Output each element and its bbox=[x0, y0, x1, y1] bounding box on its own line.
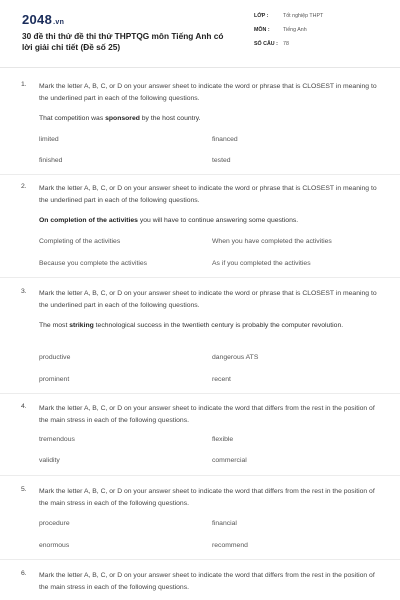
question-number: 5. bbox=[21, 486, 27, 493]
question-sentence bbox=[39, 320, 381, 332]
option-c[interactable]: finished bbox=[39, 157, 63, 164]
option-d[interactable]: commercial bbox=[212, 457, 247, 464]
option-c[interactable]: Because you complete the activities bbox=[39, 260, 148, 267]
meta-value: 78 bbox=[283, 41, 289, 47]
header-divider bbox=[0, 67, 400, 68]
logo-text: 2048 bbox=[22, 12, 53, 27]
option-c[interactable]: validity bbox=[39, 457, 60, 464]
page-header bbox=[0, 0, 400, 66]
question-number: 2. bbox=[21, 183, 27, 190]
meta-value: Tiếng Anh bbox=[283, 27, 307, 33]
question-separator bbox=[0, 174, 400, 175]
meta-key: MÔN : bbox=[254, 27, 270, 33]
option-b[interactable]: When you have completed the activities bbox=[212, 238, 332, 245]
question-separator bbox=[0, 277, 400, 278]
question-separator bbox=[0, 393, 400, 394]
question-instruction: Mark the letter A, B, C, or D on your answer sheet to indicate the word that differs from the rest in the position of the main stress in each of the following questions. bbox=[39, 572, 375, 591]
site-logo[interactable] bbox=[22, 12, 64, 27]
option-c[interactable]: enormous bbox=[39, 542, 70, 549]
meta-row-count bbox=[254, 41, 394, 55]
option-a[interactable]: Completing of the activities bbox=[39, 238, 121, 245]
option-a[interactable]: productive bbox=[39, 354, 71, 361]
sentence-part: technological success in the twentieth century is probably the computer revolution. bbox=[93, 322, 344, 329]
question-instruction: Mark the letter A, B, C, or D on your answer sheet to indicate the word that differs from the rest in the position of the main stress in each of the following questions. bbox=[39, 488, 375, 507]
sentence-highlight: On completion of the activities bbox=[39, 217, 138, 224]
question-number: 1. bbox=[21, 81, 27, 88]
option-a[interactable]: procedure bbox=[39, 520, 70, 527]
option-d[interactable]: recommend bbox=[212, 542, 248, 549]
question-number: 6. bbox=[21, 570, 27, 577]
option-a[interactable]: tremendous bbox=[39, 436, 75, 443]
sentence-highlight: sponsored bbox=[105, 115, 140, 122]
option-b[interactable]: dangerous ATS bbox=[212, 354, 259, 361]
question-number: 3. bbox=[21, 288, 27, 295]
meta-row-subject bbox=[254, 27, 394, 41]
meta-row-class bbox=[254, 13, 394, 27]
option-b[interactable]: financial bbox=[212, 520, 237, 527]
question-separator bbox=[0, 475, 400, 476]
document-meta bbox=[254, 13, 394, 55]
sentence-part: That competition was bbox=[39, 115, 106, 122]
meta-key: SỐ CÂU : bbox=[254, 41, 278, 47]
sentence-part: you will have to continue answering some questions. bbox=[137, 217, 299, 224]
sentence-part: The most bbox=[39, 322, 70, 329]
question-sentence bbox=[39, 113, 381, 125]
option-d[interactable]: As if you completed the activities bbox=[212, 260, 311, 267]
question-instruction: Mark the letter A, B, C, or D on your answer sheet to indicate the word that differs from the rest in the position of the main stress in each of the following questions. bbox=[39, 405, 375, 424]
question-separator bbox=[0, 559, 400, 560]
option-a[interactable]: limited bbox=[39, 136, 59, 143]
question-instruction: Mark the letter A, B, C, or D on your answer sheet to indicate the word or phrase that is CLOSEST in meaning to the underlined part in each of the following questions. bbox=[39, 83, 377, 102]
option-d[interactable]: recent bbox=[212, 376, 231, 383]
sentence-highlight: striking bbox=[69, 322, 94, 329]
option-d[interactable]: tested bbox=[212, 157, 231, 164]
option-b[interactable]: financed bbox=[212, 136, 238, 143]
question-sentence bbox=[39, 215, 381, 227]
sentence-part: by the host country. bbox=[139, 115, 201, 122]
question-number: 4. bbox=[21, 403, 27, 410]
question-instruction: Mark the letter A, B, C, or D on your answer sheet to indicate the word or phrase that is CLOSEST in meaning to the underlined part in each of the following questions. bbox=[39, 290, 377, 309]
meta-value: Tốt nghiệp THPT bbox=[283, 13, 324, 19]
option-b[interactable]: flexible bbox=[212, 436, 234, 443]
logo-suffix: .vn bbox=[53, 19, 65, 26]
meta-key: LỚP : bbox=[254, 13, 269, 19]
document-title: 30 đề thi thử đề thi thử THPTQG môn Tiếng Anh có lời giải chi tiết (Đề số 25) bbox=[22, 31, 224, 52]
question-instruction: Mark the letter A, B, C, or D on your answer sheet to indicate the word or phrase that is CLOSEST in meaning to the underlined part in each of the following questions. bbox=[39, 185, 377, 204]
option-c[interactable]: prominent bbox=[39, 376, 70, 383]
